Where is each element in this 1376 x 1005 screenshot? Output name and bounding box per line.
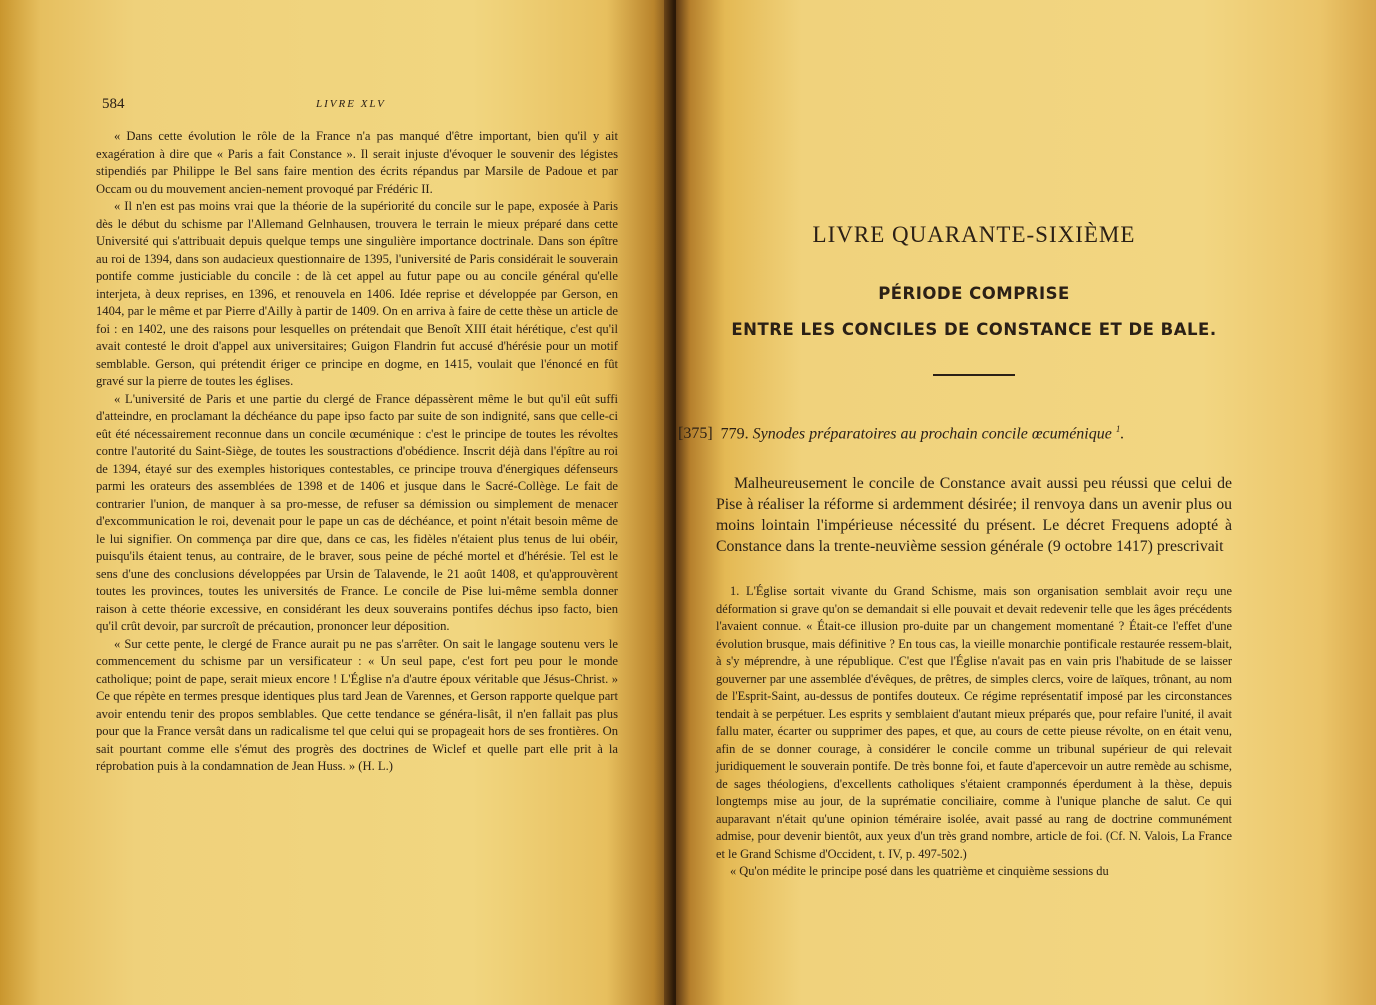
body-paragraph: Malheureusement le concile de Constance avait aussi peu réussi que celui de Pise à réaliser la réforme si ardemment désirée; il renvoya dans un avenir plus ou moins lointain l'impérieuse nécessité du présent. Le décret Frequens adopté à Constance dans la trente-neuvième session générale (9 octobre 1417) prescrivait [716, 475, 1232, 556]
section-number: 779. [720, 425, 749, 443]
paragraph: « Il n'en est pas moins vrai que la théorie de la supériorité du concile sur le pape, exposée à Paris dès le début du schisme par l'Allemand Gelnhausen, trouvera le terrain le mieux préparé dans cette Université qui s'attribuait depuis quelque temps une singulière importance doctrinale. Dans son épître au roi de 1394, dans son audacieux questionnaire de 1395, l'université de Paris considérait le souverain pontife comme justiciable du concile : de là cet appel au futur pape ou au concile général qu'elle interjeta, à deux reprises, en 1396, et renouvela en 1406. Idée reprise et développée par Gerson, en 1404, par le même et par Pierre d'Ailly à partir de 1409. On en arriva à faire de cette thèse un article de foi : en 1402, une des raisons pour lesquelles on prétendait que Benoît XIII était hérétique, c'est qu'il avait contesté le droit d'appel aux universitaires; Guigon Flandrin fut accusé d'hérésie pour un motif semblable. Gerson, qui prétendit ériger ce principe en dogme, en 1415, voulait que l'énoncé en fût gravé sur la pierre de toutes les églises. [96, 199, 618, 388]
body-text [716, 473, 1232, 557]
footnote: « Qu'on médite le principe posé dans les quatrième et cinquième sessions du [730, 864, 1109, 879]
left-page-content [96, 96, 618, 776]
margin-number: [375] [678, 425, 713, 443]
section-heading [678, 424, 1232, 443]
running-head [96, 96, 618, 118]
paragraph: « Dans cette évolution le rôle de la France n'a pas manqué d'être important, bien qu'il y ait exagération à dire que « Paris a fait Constance ». Il serait injuste d'évoquer le souvenir des légistes stipendiés par Philippe le Bel sans faire mention des écrits répandus par Marsile de Padoue et par Occam ou du mouvement ancien-nement provoqué par Frédéric II. [96, 129, 618, 196]
title-divider [933, 374, 1015, 376]
book-title: LIVRE QUARANTE-SIXIÈME [812, 222, 1136, 247]
left-page-text [96, 128, 618, 776]
book-subtitle-line-1: PÉRIODE COMPRISE [878, 284, 1070, 303]
page-number: 584 [102, 96, 125, 112]
left-page [0, 0, 674, 1005]
book-subtitle-line-2: ENTRE LES CONCILES DE CONSTANCE ET DE BALE. [731, 320, 1217, 339]
right-page [676, 0, 1376, 1005]
paragraph: « L'université de Paris et une partie du clergé de France dépassèrent même le but qu'il eût suffi d'atteindre, en proclamant la déchéance du pape ipso facto par suite de son indignité, sans que celle-ci eût été nécessairement reconnue dans un concile œcuménique : c'est le principe de toutes les révoltes contre l'autorité du Saint-Siège, de toutes les soustractions d'obédience. Inscrit déjà dans l'épître au roi de 1394, étayé sur des exemples historiques contestables, ce principe trouva d'énergiques défenseurs parmi les orateurs des assemblées de 1398 et de 1406 et jusque dans le Sacré-Collège. Le fait de contrarier l'union, de manquer à sa pro-messe, de refuser sa démission ou simplement de menacer d'excommunication le roi, devenait pour le pape un cas de déchéance, et point n'était besoin même de le lui signifier. On commença par dire que, dans ce cas, les fidèles n'étaient plus tenus de lui obéir, puisqu'ils étaient tenus, au contraire, de le braver, sous peine de péché mortel et d'hérésie. Tel est le sens d'une des conclusions développées par Ursin de Talavende, le 21 août 1408, et qu'approuvèrent toutes les provinces, toutes les universités de France. Le concile de Pise lui-même sembla donner raison à cette théorie excessive, en considérant les deux souverains pontifes déchus ipso facto, bien qu'il crût devoir, par surcroît de précaution, prononcer leur déposition. [96, 391, 618, 633]
paragraph: « Sur cette pente, le clergé de France aurait pu ne pas s'arrêter. On sait le langage soutenu vers le commencement du schisme par un versificateur : « Un seul pape, c'est fort peu pour le monde catholique; point de pape, serait mieux encore ! L'Église n'a d'autre époux véritable que Jésus-Christ. » Ce que répète en termes presque identiques plus tard Jean de Varennes, et Gerson rapporte quelque part avoir entendu tenir des propos semblables. Que cette tendance se généra-lisât, il n'en fallait pas plus pour que la France versât dans un radicalisme tel que celui qui se propageait hors de ses frontières. On sait pourtant comme elle s'émut des progrès des doctrines de Wiclef et quelle part elle prit à la réprobation puis à la condamnation de Jean Huss. » (H. L.) [96, 636, 618, 773]
footnote: 1. L'Église sortait vivante du Grand Schisme, mais son organisation semblait avoir reçu une déformation si grave qu'on se demandait si elle pouvait et devait redevenir telle que les âges précédents l'avaient connue. « Était-ce illusion pro-duite par un changement momentané ? Était-ce l'effet d'une évolution brusque, mais définitive ? En tous cas, la vieille monarchie pontificale restaurée ressem-blait, à s'y méprendre, à une république. C'est que l'Église n'avait pas en vain pris l'habitude de se laisser gouverner par une assemblée d'évêques, de prêtres, de simples clercs, voire de laïques, trônant, au nom de l'Esprit-Saint, au-dessus de pontifes douteux. Ce régime représentatif imposé par les circonstances tendait à se perpétuer. Les esprits y semblaient d'autant mieux préparés que, pour refaire l'unité, il avait fallu mater, écarter ou supprimer des papes, et que, au cours de cette pieuse révolte, on en était venu, afin de se donner courage, à considérer le concile comme un tribunal supérieur de qui relevait juridiquement le souverain pontife. De très bonne foi, et faute d'apercevoir un autre remède au schisme, de sages théologiens, d'excellents catholiques s'étaient cramponnés éperdument à la thèse, depuis longtemps mise au jour, de la suprématie conciliaire, comme à l'unique planche de salut. Ce qui auparavant n'était qu'une opinion téméraire isolée, avait passé au rang de doctrine communément admise, pour devenir bientôt, aux yeux d'un très grand nombre, article de foi. (Cf. N. Valois, La France et le Grand Schisme d'Occident, t. IV, p. 497-502.) [716, 584, 1232, 861]
footnote-reference: 1 [1115, 424, 1121, 434]
footnotes [716, 583, 1232, 881]
running-title: LIVRE XLV [316, 98, 386, 110]
right-page-content [678, 222, 1232, 881]
section-heading-period: . [1120, 425, 1125, 443]
section-title: Synodes préparatoires au prochain concile œcuménique [752, 425, 1112, 443]
